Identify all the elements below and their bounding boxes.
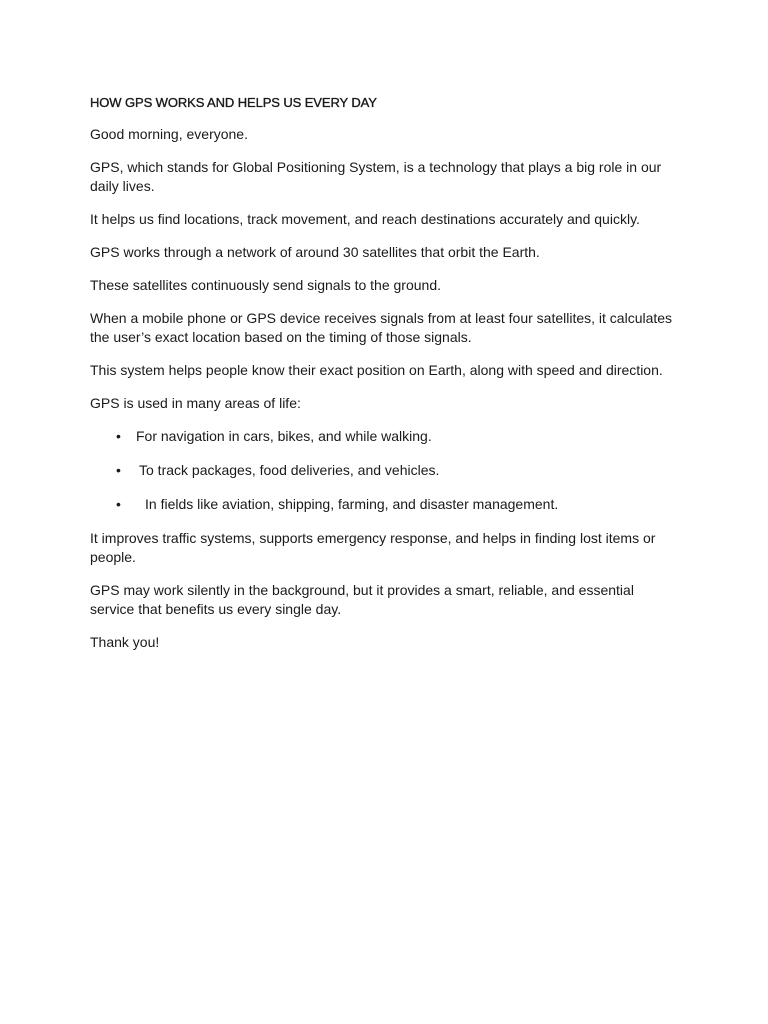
list-item — [90, 461, 680, 480]
paragraph-position: This system helps people know their exact position on Earth, along with speed and direction. — [90, 362, 663, 378]
paragraph-calculation: When a mobile phone or GPS device receives signals from at least four satellites, it calculates the user’s exact location based on the timing of those signals. — [90, 310, 673, 345]
paragraph-definition: GPS, which stands for Global Positioning System, is a technology that plays a big role in our daily lives. — [90, 159, 662, 194]
bullet-icon: • — [116, 496, 121, 512]
document-page — [90, 94, 680, 666]
document-title: HOW GPS WORKS AND HELPS US EVERY DAY — [90, 95, 377, 110]
paragraph-uses-intro: GPS is used in many areas of life: — [90, 395, 301, 411]
bullet-icon: • — [116, 428, 121, 444]
paragraph-thanks: Thank you! — [90, 634, 160, 650]
paragraph-benefits: It improves traffic systems, supports emergency response, and helps in finding lost items or people. — [90, 530, 656, 565]
paragraph-satellites: GPS works through a network of around 30 satellites that orbit the Earth. — [90, 244, 540, 260]
list-item — [90, 427, 680, 446]
paragraph-signals: These satellites continuously send signals to the ground. — [90, 277, 441, 293]
list-item-text: To track packages, food deliveries, and vehicles. — [139, 462, 440, 478]
list-item — [90, 495, 680, 514]
paragraph-greeting: Good morning, everyone. — [90, 126, 248, 142]
paragraph-conclusion: GPS may work silently in the background, but it provides a smart, reliable, and essential service that benefits us every single day. — [90, 582, 634, 617]
list-item-text: For navigation in cars, bikes, and while walking. — [136, 428, 432, 444]
uses-list — [90, 427, 680, 514]
list-item-text: In fields like aviation, shipping, farming, and disaster management. — [145, 496, 559, 512]
paragraph-purpose: It helps us find locations, track movement, and reach destinations accurately and quickly. — [90, 211, 640, 227]
bullet-icon: • — [116, 462, 121, 478]
